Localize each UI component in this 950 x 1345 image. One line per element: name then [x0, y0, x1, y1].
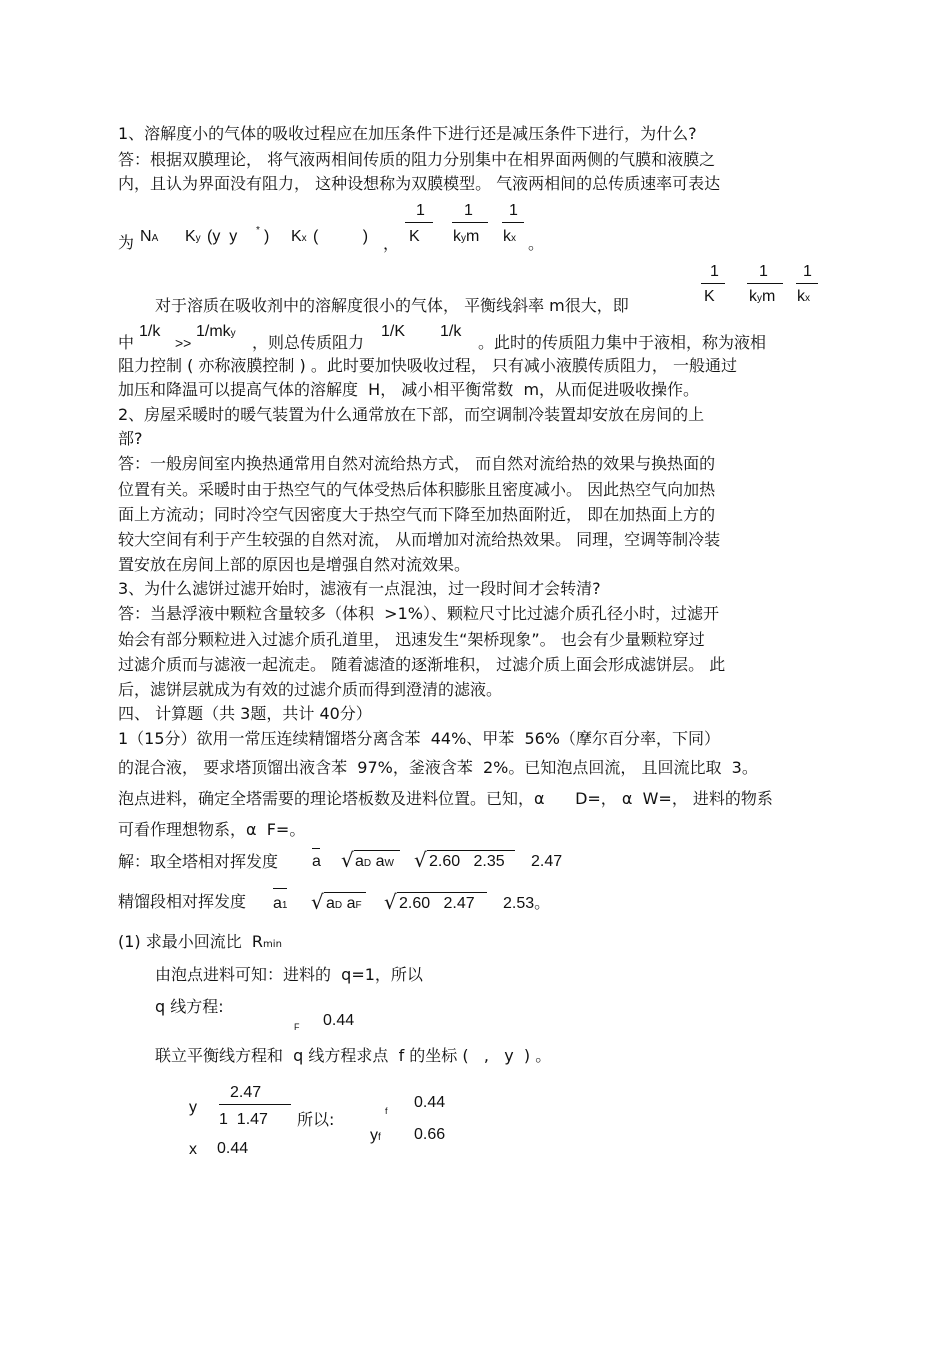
p2-l2-k: 1/k — [139, 323, 161, 340]
sol-l2-label: 精馏段相对挥发度 — [118, 892, 247, 911]
p2-l2-K: 1/K — [381, 323, 406, 340]
calc1-line4: 可看作理想物系，α F=。 — [118, 820, 306, 839]
q2-answer-line2: 位置有关。采暖时由于热空气的气体受热后体积膨胀且密度减小。 因此热空气向加热 — [118, 480, 716, 499]
calc1-line2: 的混合液， 要求塔顶馏出液含苯 97%，釜液含苯 2%。已知泡点回流， 且回流比取 3。 — [118, 758, 758, 777]
eq1-x-paren: ( ) — [313, 228, 369, 245]
rmin-line3: 联立平衡线方程和 q 线方程求点 f 的坐标 ( , y ) 。 — [155, 1046, 552, 1065]
q3-answer-line2: 始会有部分颗粒进入过滤介质孔道里， 迅速发生“架桥现象”。 也会有少量颗粒穿过 — [118, 630, 705, 649]
eq1-frac2-num: 1 — [464, 202, 473, 219]
eq1-comma: ， — [383, 236, 400, 253]
q1-para2-line3: 阻力控制 ( 亦称液膜控制 ) 。此时要加快吸收过程， 只有减小液膜传质阻力， 一般通过 — [118, 356, 738, 375]
eq-f: f — [385, 1106, 388, 1116]
eq1-frac1-num: 1 — [416, 202, 425, 219]
sqrt-bar-4 — [397, 892, 487, 893]
eq2-frac3-bar — [796, 283, 818, 284]
sol-aD-aF: aD aF — [326, 895, 362, 912]
sqrt-symbol-3: √ — [311, 890, 324, 914]
sol-a1-overline — [273, 888, 287, 889]
q3-answer-line3: 过滤介质而与滤液一起流走。 随着滤渣的逐渐堆积， 过滤介质上面会形成滤饼层。 此 — [118, 655, 726, 674]
eq-x-val: 0.44 — [217, 1140, 249, 1157]
sqrt-bar-3 — [324, 892, 366, 893]
eq-x: x — [189, 1141, 197, 1158]
q2-title-line1: 2、房屋采暖时的暖气装置为什么通常放在下部，而空调制冷装置却安放在房间的上 — [118, 405, 705, 424]
eq1-NA: NA — [140, 228, 159, 245]
eq1-frac3-num: 1 — [509, 202, 518, 219]
eq-suoyi: 所以: — [297, 1110, 335, 1129]
eq1-frac3-den: kx — [503, 228, 516, 245]
sqrt-symbol-2: √ — [414, 848, 427, 872]
q1-answer-line2: 内，且认为界面没有阻力， 这种设想称为双膜模型。 气液两相间的总传质速率可表达 — [118, 174, 721, 193]
sol-r1: 2.47 — [531, 853, 563, 870]
q2-answer-line3: 面上方流动；同时冷空气因密度大于热空气而下降至加热面附近， 即在加热面上方的 — [118, 505, 716, 524]
eq2-frac2-num: 1 — [759, 263, 768, 280]
rmin-line2: q 线方程: — [155, 997, 224, 1016]
eq1-star: * — [256, 225, 260, 236]
q1-title: 1、溶解度小的气体的吸收过程应在加压条件下进行还是减压条件下进行，为什么? — [118, 124, 697, 143]
q3-answer-line1: 答：当悬浮液中颗粒含量较多（体积 >1%）、颗粒尺寸比过滤介质孔径小时，过滤开 — [118, 604, 719, 623]
eq2-frac3-den: kx — [797, 288, 810, 305]
eq-yf-val: 0.66 — [414, 1126, 446, 1143]
eq1-frac2-bar — [452, 222, 488, 223]
q2-title-line2: 部? — [118, 429, 143, 448]
sol-a1: a1 — [273, 895, 288, 912]
sol-aD-aW: aD aW — [355, 853, 394, 870]
sol-l1-label: 解：取全塔相对挥发度 — [118, 852, 279, 871]
rmin-line1: 由泡点进料可知：进料的 q=1，所以 — [155, 965, 423, 984]
eq-frac-bar — [219, 1104, 291, 1105]
q1-answer-line1: 答：根据双膜理论， 将气液两相间传质的阻力分别集中在相界面两侧的气膜和液膜之 — [118, 150, 716, 169]
sol-v1: 2.60 2.35 — [429, 853, 505, 870]
p2-l2-k2: 1/k — [440, 323, 462, 340]
eq2-frac1-bar — [701, 283, 725, 284]
eq-f-val: 0.44 — [414, 1094, 446, 1111]
eq1-Kx: Kx — [291, 228, 307, 245]
q1-para2-line1: 对于溶质在吸收剂中的溶解度很小的气体， 平衡线斜率 m很大，即 — [155, 296, 629, 315]
section4-title: 四、 计算题（共 3题，共计 40分） — [118, 704, 372, 723]
q1-answer-line3-prefix: 为 — [118, 233, 135, 252]
sol-a: a — [312, 853, 321, 870]
eq1-frac1-bar — [405, 222, 433, 223]
q3-answer-line4: 后，滤饼层就成为有效的过滤介质而得到澄清的滤液。 — [118, 680, 503, 699]
eq-yf: yf — [370, 1127, 381, 1144]
calc1-line1: 1（15分）欲用一常压连续精馏塔分离含苯 44%、甲苯 56%（摩尔百分率，下同） — [118, 729, 721, 748]
eq-y: y — [189, 1099, 197, 1116]
sol-v2: 2.60 2.47 — [399, 895, 475, 912]
p2-l2-b: ，则总传质阻力 — [252, 333, 365, 352]
p2-l2-c: 。此时的传质阻力集中于液相，称为液相 — [478, 333, 767, 352]
sqrt-bar-1 — [354, 850, 400, 851]
eq-den: 1 1.47 — [219, 1111, 268, 1128]
eq2-frac3-num: 1 — [803, 263, 812, 280]
sol-a-overline — [312, 848, 320, 849]
sol-r2: 2.53。 — [503, 895, 551, 912]
q2-answer-line5: 置安放在房间上部的原因也是增强自然对流效果。 — [118, 555, 471, 574]
q2-answer-line1: 答：一般房间室内换热通常用自然对流给热方式， 而自然对流给热的效果与换热面的 — [118, 454, 716, 473]
eq1-Ky: Ky — [185, 228, 201, 245]
sqrt-symbol-4: √ — [384, 890, 397, 914]
p2-l2-a: 中 — [118, 333, 135, 352]
rmin-label: (1) 求最小回流比 Rmin — [118, 932, 282, 951]
eq2-frac1-num: 1 — [710, 263, 719, 280]
eq2-frac2-den: kym — [749, 288, 776, 305]
eq1-frac1-den: K — [409, 228, 420, 245]
p2-l2-mk: 1/mky — [196, 323, 236, 340]
rmin-F: F — [294, 1022, 300, 1032]
eq1-y-paren: (y y — [207, 228, 238, 245]
calc1-line3: 泡点进料，确定全塔需要的理论塔板数及进料位置。已知，α D=， α W=， 进料的物系 — [118, 789, 773, 808]
eq2-frac1-den: K — [704, 288, 715, 305]
p2-l2-gg: >> — [175, 335, 192, 351]
eq1-frac2-den: kym — [453, 228, 480, 245]
sqrt-symbol-1: √ — [341, 848, 354, 872]
eq1-end: 。 — [528, 236, 545, 253]
q1-para2-line4: 加压和降温可以提高气体的溶解度 H， 减小相平衡常数 m，从而促进吸收操作。 — [118, 380, 700, 399]
eq2-frac2-bar — [747, 283, 783, 284]
rmin-044: 0.44 — [323, 1012, 355, 1029]
eq1-close-paren: ) — [264, 228, 270, 245]
q3-title: 3、为什么滤饼过滤开始时，滤液有一点混浊，过一段时间才会转清? — [118, 579, 601, 598]
sqrt-bar-2 — [427, 850, 515, 851]
eq1-frac3-bar — [502, 222, 524, 223]
eq-num: 2.47 — [230, 1084, 262, 1101]
q2-answer-line4: 较大空间有利于产生较强的自然对流， 从而增加对流给热效果。 同理，空调等制冷装 — [118, 530, 721, 549]
